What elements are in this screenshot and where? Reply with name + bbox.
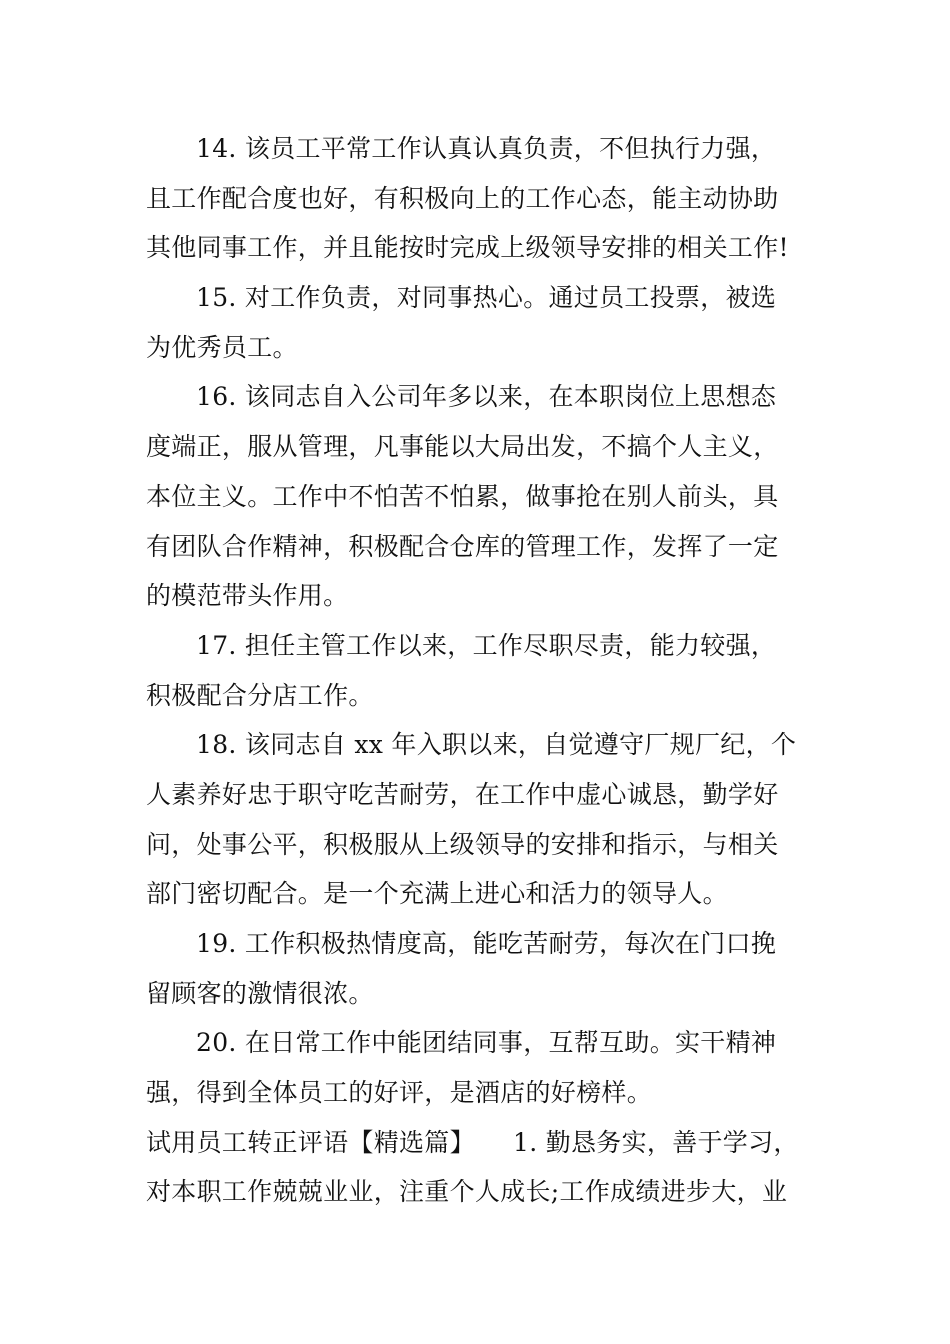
text-line: 且工作配合度也好，有积极向上的工作心态，能主动协助 (146, 183, 779, 213)
text-line: 14. 该员工平常工作认真认真负责，不但执行力强， (196, 134, 777, 163)
text-line: 积极配合分店工作。 (146, 680, 374, 710)
text-line: 人素养好忠于职守吃苦耐劳，在工作中虚心诚恳，勤学好 (146, 779, 779, 809)
text-line: 其他同事工作，并且能按时完成上级领导安排的相关工作! (146, 233, 789, 263)
text-line: 度端正，服从管理，凡事能以大局出发，不搞个人主义， (146, 432, 779, 462)
text-line: 16. 该同志自入公司年多以来，在本职岗位上思想态 (196, 382, 777, 412)
text-line: 17. 担任主管工作以来，工作尽职尽责，能力较强， (196, 630, 777, 660)
text-line: 试用员工转正评语【精选篇】 1. 勤恳务实，善于学习， (146, 1127, 799, 1157)
text-line: 本位主义。工作中不怕苦不怕累，做事抢在别人前头，具 (146, 481, 779, 511)
text-line: 强，得到全体员工的好评，是酒店的好榜样。 (146, 1078, 653, 1108)
text-line: 留顾客的激情很浓。 (146, 978, 374, 1008)
text-line: 15. 对工作负责，对同事热心。通过员工投票，被选 (196, 283, 777, 313)
text-line: 部门密切配合。是一个充满上进心和活力的领导人。 (146, 879, 728, 909)
text-line: 有团队合作精神，积极配合仓库的管理工作，发挥了一定 (146, 531, 779, 561)
text-line: 的模范带头作用。 (146, 581, 349, 611)
document-body (146, 124, 836, 1217)
text-line: 对本职工作兢兢业业，注重个人成长;工作成绩进步大，业 (146, 1177, 788, 1207)
text-line: 问，处事公平，积极服从上级领导的安排和指示，与相关 (146, 829, 779, 859)
text-line: 18. 该同志自 xx 年入职以来，自觉遵守厂规厂纪，个 (196, 730, 797, 760)
text-line: 20. 在日常工作中能团结同事，互帮互助。实干精神 (196, 1028, 777, 1058)
text-line: 19. 工作积极热情度高，能吃苦耐劳，每次在门口挽 (196, 929, 777, 958)
text-line: 为优秀员工。 (146, 332, 298, 362)
